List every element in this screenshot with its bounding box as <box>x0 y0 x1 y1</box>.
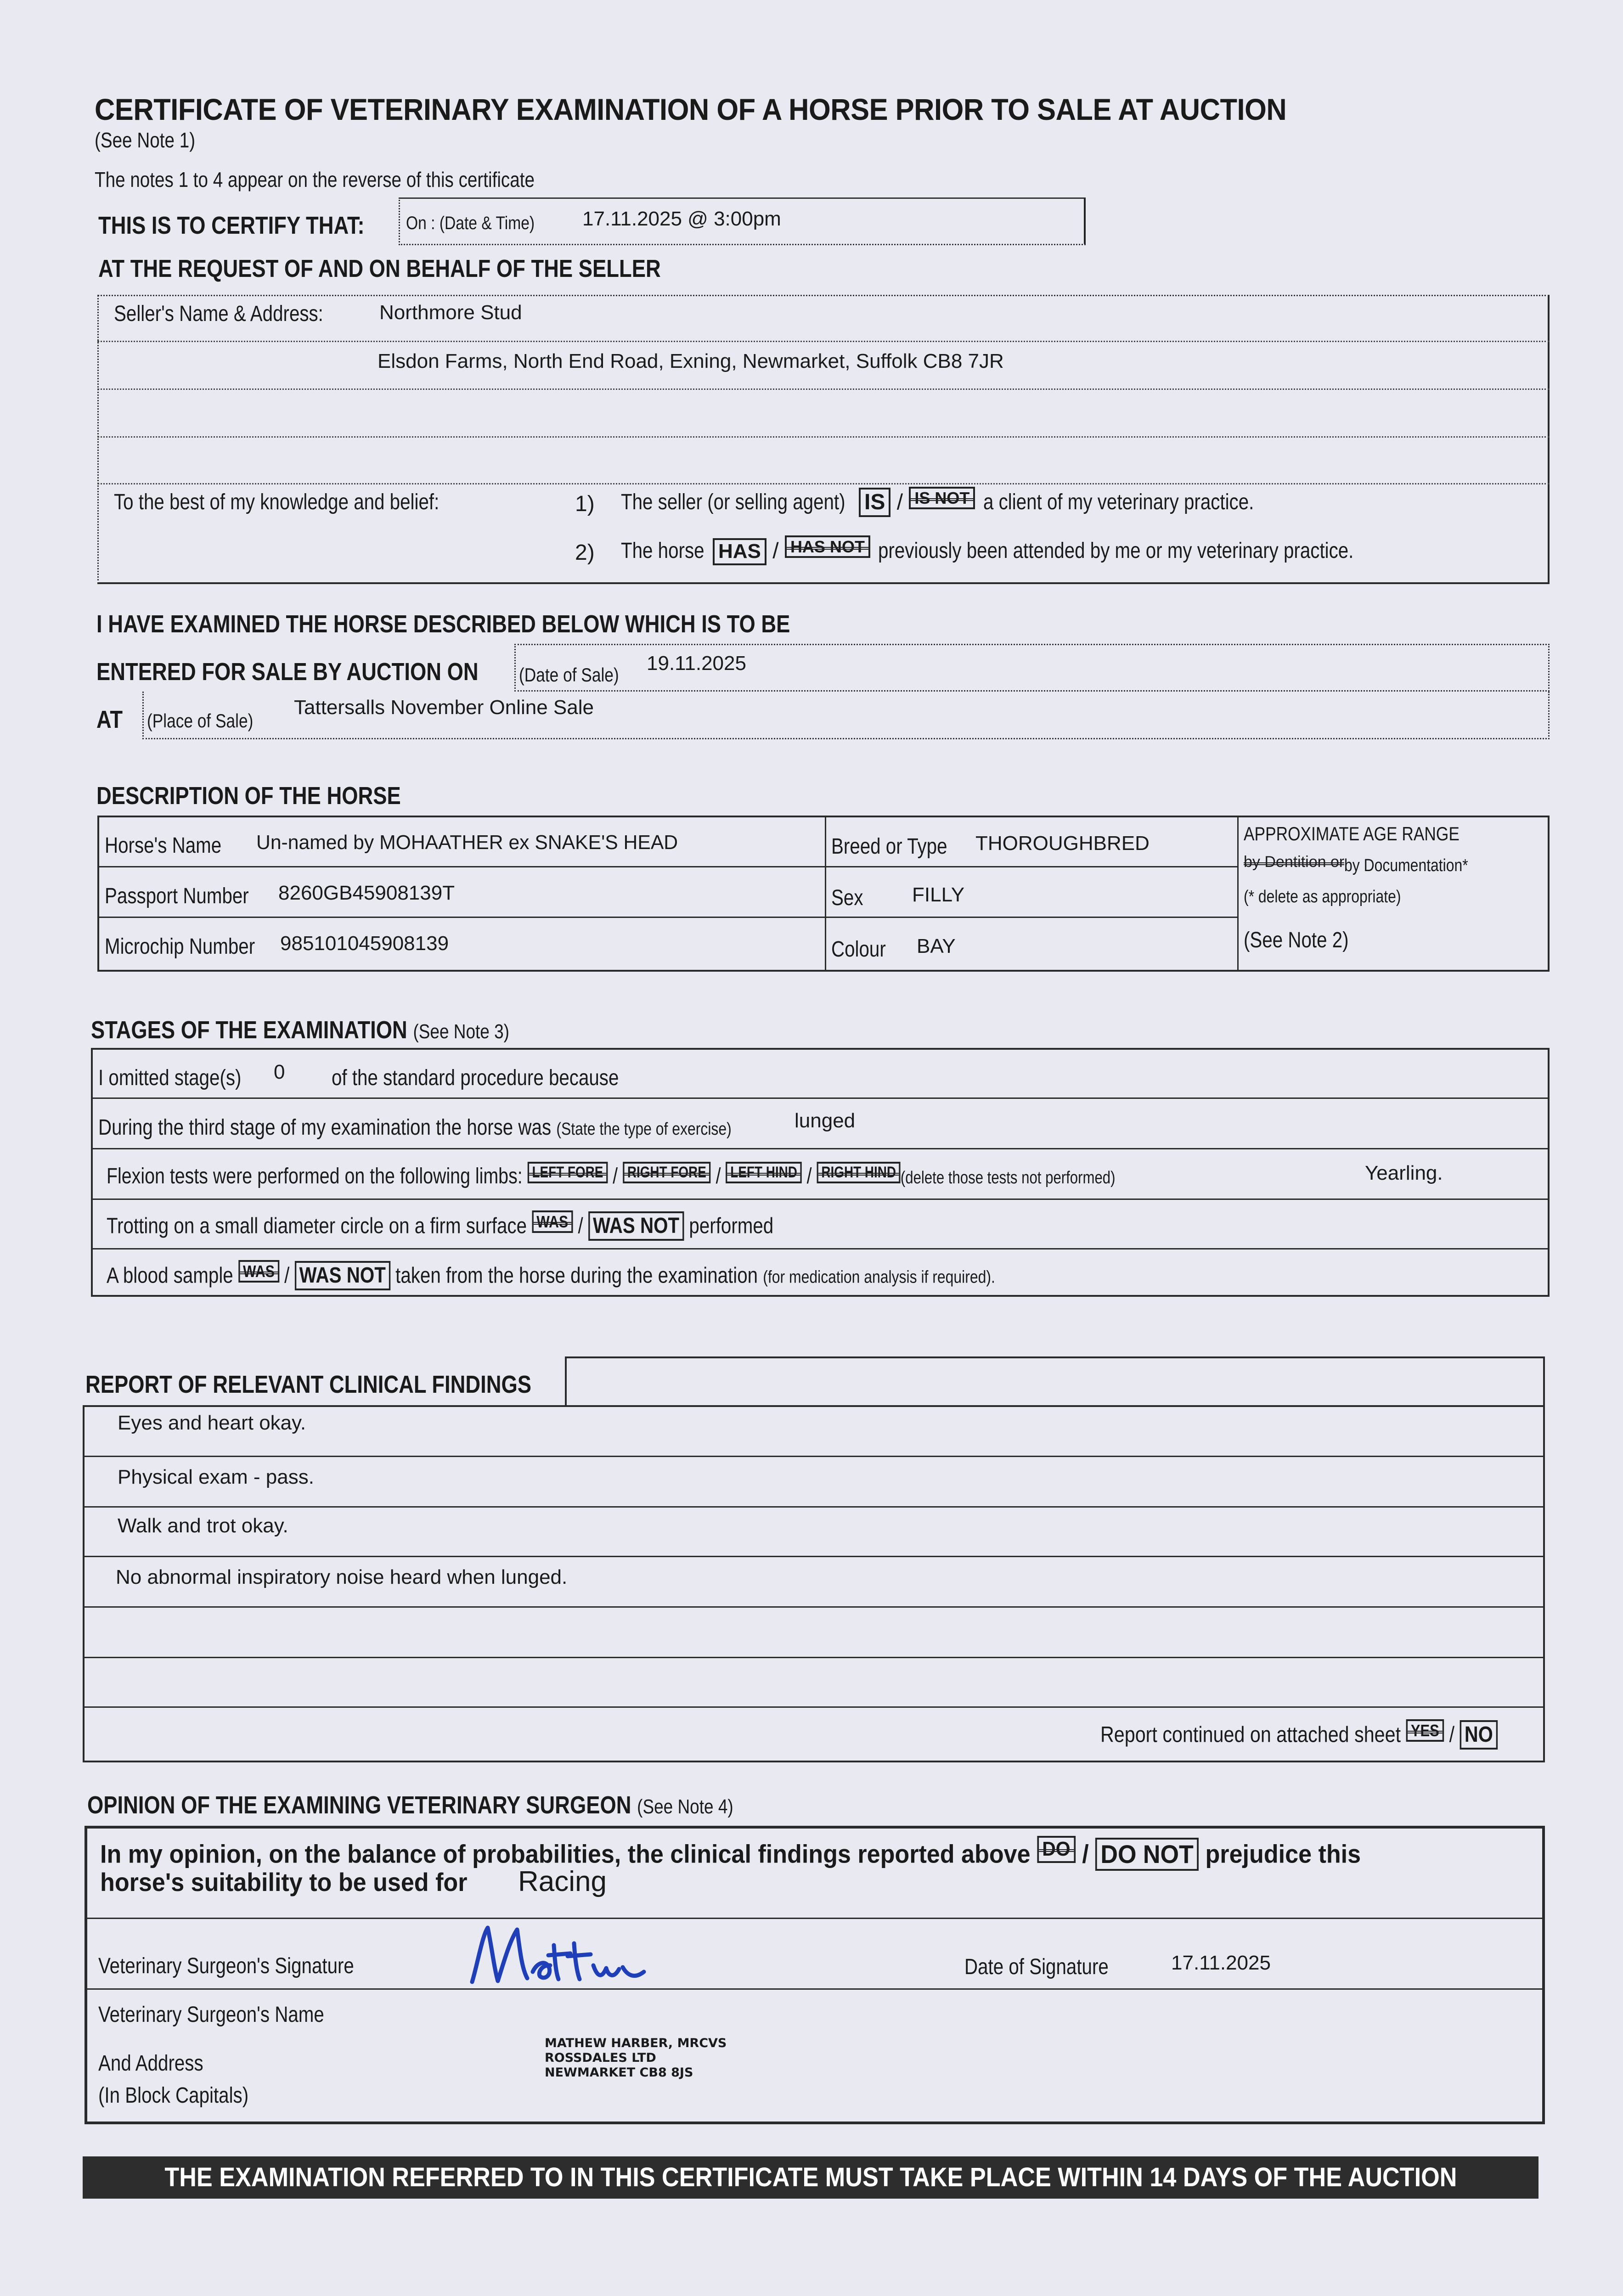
third-stage-line: During the third stage of my examination the horse was (State the type of exercise) <box>98 1115 732 1140</box>
horse-row-rule-2 <box>97 917 1238 918</box>
report-line-4[interactable]: No abnormal inspiratory noise heard when lunged. <box>116 1566 568 1588</box>
horse-col-rule-1 <box>825 816 826 972</box>
block-capitals-label: (In Block Capitals) <box>98 2083 249 2108</box>
breed-label: Breed or Type <box>831 834 947 859</box>
prejudice-do-not-option[interactable]: DO NOT <box>1095 1838 1199 1871</box>
by-dentition-option[interactable]: by Dentition or <box>1244 853 1345 871</box>
age-see-note: (See Note 2) <box>1244 928 1349 952</box>
intended-use-value[interactable]: Racing <box>518 1866 607 1897</box>
stages-section-title: STAGES OF THE EXAMINATION (See Note 3) <box>91 1016 509 1044</box>
seller-name-value[interactable]: Northmore Stud <box>379 301 522 324</box>
sex-value[interactable]: FILLY <box>912 884 965 906</box>
blood-was-not-option[interactable]: WAS NOT <box>295 1261 390 1290</box>
on-label: On : (Date & Time) <box>406 213 535 233</box>
opinion-text-line1: In my opinion, on the balance of probabilities, the clinical findings reported above DO / DO NOT prejudice this <box>100 1836 1456 1871</box>
attended-has-option[interactable]: HAS <box>713 538 766 565</box>
stages-rule-2 <box>91 1148 1550 1149</box>
sale-place-label: (Place of Sale) <box>147 710 254 732</box>
opinion-rule-1 <box>85 1918 1545 1919</box>
at-label: AT <box>96 706 123 733</box>
stamp-line-2: ROSSDALES LTD <box>545 2051 656 2065</box>
microchip-value[interactable]: 985101045908139 <box>280 932 449 955</box>
report-line-1[interactable]: Eyes and heart okay. <box>118 1412 306 1434</box>
trot-was-option[interactable]: WAS <box>532 1210 573 1233</box>
vet-address-label: And Address <box>98 2051 203 2076</box>
opinion-text-line2: horse's suitability to be used for <box>100 1868 468 1896</box>
report-rule-3 <box>83 1556 1545 1557</box>
flex-left-hind-option[interactable]: LEFT HIND <box>726 1162 801 1183</box>
item2-pre: The horse <box>621 539 704 563</box>
report-title-box <box>565 1356 1545 1407</box>
continued-no-option[interactable]: NO <box>1460 1720 1498 1749</box>
date-of-signature-label: Date of Signature <box>964 1955 1109 1979</box>
by-documentation-option[interactable]: by Documentation* <box>1344 856 1468 876</box>
seller-rule-3 <box>97 436 1550 438</box>
report-rule-5 <box>83 1657 1545 1658</box>
report-continued: Report continued on attached sheet YES / NO <box>1100 1719 1562 1750</box>
passport-value[interactable]: 8260GB45908139T <box>278 882 455 904</box>
stages-rule-1 <box>91 1097 1550 1099</box>
sale-date-value[interactable]: 19.11.2025 <box>647 652 746 675</box>
continued-yes-option[interactable]: YES <box>1406 1719 1444 1742</box>
attended-has-not-option[interactable]: HAS NOT <box>785 535 870 558</box>
sex-label: Sex <box>831 886 863 910</box>
date-of-signature-value[interactable]: 17.11.2025 <box>1171 1952 1271 1974</box>
vet-stamp <box>545 2036 727 2080</box>
sale-date-label: (Date of Sale) <box>519 664 619 686</box>
omit-pre: I omitted stage(s) <box>98 1066 242 1090</box>
prejudice-do-option[interactable]: DO <box>1037 1836 1076 1863</box>
vet-name-label: Veterinary Surgeon's Name <box>98 2003 324 2027</box>
seller-rule-1 <box>97 341 1550 342</box>
item1-number: 1) <box>575 492 595 516</box>
horse-section-title: DESCRIPTION OF THE HORSE <box>96 782 401 810</box>
notes-line: The notes 1 to 4 appear on the reverse of this certificate <box>95 168 535 191</box>
age-range-label: APPROXIMATE AGE RANGE <box>1244 823 1460 844</box>
breed-value[interactable]: THOROUGHBRED <box>975 832 1150 855</box>
horse-row-rule-1 <box>97 866 1238 867</box>
report-line-2[interactable]: Physical exam - pass. <box>118 1466 314 1488</box>
item2-options: HAS / HAS NOT previously been attended by me or my veterinary practice. <box>713 535 1444 565</box>
item2-number: 2) <box>575 540 595 565</box>
vet-signature <box>464 1918 657 1991</box>
report-rule-6 <box>83 1706 1545 1708</box>
footer-banner: THE EXAMINATION REFERRED TO IN THIS CERTIFICATE MUST TAKE PLACE WITHIN 14 DAYS OF THE AUCTION <box>83 2156 1538 2199</box>
flexion-line: Flexion tests were performed on the following limbs: LEFT FORE / RIGHT FORE / LEFT HIND / RIGHT HIND (delete those tests not performed) <box>107 1162 1337 1189</box>
belief-label: To the best of my knowledge and belief: <box>114 490 440 514</box>
sale-place-value[interactable]: Tattersalls November Online Sale <box>294 696 594 719</box>
seller-rule-2 <box>97 388 1550 390</box>
colour-label: Colour <box>831 937 886 962</box>
stamp-line-1: MATHEW HARBER, MRCVS <box>545 2036 727 2050</box>
report-line-3[interactable]: Walk and trot okay. <box>118 1514 288 1537</box>
stages-rule-3 <box>91 1199 1550 1200</box>
third-stage-value[interactable]: lunged <box>795 1109 856 1132</box>
passport-label: Passport Number <box>105 884 249 908</box>
signature-label: Veterinary Surgeon's Signature <box>98 1954 354 1978</box>
flexion-value[interactable]: Yearling. <box>1365 1162 1443 1184</box>
entered-label: ENTERED FOR SALE BY AUCTION ON <box>96 658 479 686</box>
microchip-label: Microchip Number <box>105 934 255 959</box>
flex-left-fore-option[interactable]: LEFT FORE <box>528 1162 608 1183</box>
horse-name-value[interactable]: Un-named by MOHAATHER ex SNAKE'S HEAD <box>256 831 678 854</box>
client-is-not-option[interactable]: IS NOT <box>909 487 975 509</box>
blood-was-option[interactable]: WAS <box>238 1260 279 1283</box>
blood-line: A blood sample WAS / WAS NOT taken from the horse during the examination (for medication analysis if required). <box>107 1260 1164 1290</box>
report-section-title: REPORT OF RELEVANT CLINICAL FINDINGS <box>85 1371 532 1398</box>
omit-value[interactable]: 0 <box>274 1061 285 1083</box>
stamp-line-3: NEWMARKET CB8 8JS <box>545 2065 693 2080</box>
item1-options: IS / IS NOT a client of my veterinary practice. <box>859 487 1305 517</box>
client-is-option[interactable]: IS <box>859 488 890 517</box>
report-rule-2 <box>83 1506 1545 1508</box>
report-rule-1 <box>83 1456 1545 1457</box>
horse-col-rule-2 <box>1237 816 1239 972</box>
flex-right-hind-option[interactable]: RIGHT HIND <box>817 1162 901 1183</box>
trot-line: Trotting on a small diameter circle on a firm surface WAS / WAS NOT performed <box>107 1210 901 1241</box>
age-range-method <box>1244 853 1492 876</box>
trot-was-not-option[interactable]: WAS NOT <box>588 1211 684 1240</box>
age-delete-note: (* delete as appropriate) <box>1244 887 1401 906</box>
certify-label: THIS IS TO CERTIFY THAT: <box>98 212 365 239</box>
request-label: AT THE REQUEST OF AND ON BEHALF OF THE SELLER <box>98 255 661 282</box>
item1-line: The seller (or selling agent) <box>621 490 845 514</box>
opinion-section-title: OPINION OF THE EXAMINING VETERINARY SURGEON (See Note 4) <box>87 1791 733 1819</box>
seller-name-label: Seller's Name & Address: <box>114 302 323 326</box>
examined-line: I HAVE EXAMINED THE HORSE DESCRIBED BELOW WHICH IS TO BE <box>96 610 790 638</box>
see-note-1: (See Note 1) <box>95 128 196 152</box>
omit-post: of the standard procedure because <box>332 1066 619 1090</box>
exam-date-value[interactable]: 17.11.2025 @ 3:00pm <box>582 208 781 230</box>
colour-value[interactable]: BAY <box>917 935 956 957</box>
horse-name-label: Horse's Name <box>105 833 222 858</box>
opinion-rule-2 <box>85 1988 1545 1990</box>
seller-rule-4 <box>97 483 1550 484</box>
report-rule-4 <box>83 1606 1545 1608</box>
flex-right-fore-option[interactable]: RIGHT FORE <box>623 1162 711 1183</box>
stages-rule-4 <box>91 1248 1550 1249</box>
seller-address-value[interactable]: Elsdon Farms, North End Road, Exning, Newmarket, Suffolk CB8 7JR <box>378 350 1004 372</box>
certificate-title: CERTIFICATE OF VETERINARY EXAMINATION OF A HORSE PRIOR TO SALE AT AUCTION <box>95 92 1287 126</box>
